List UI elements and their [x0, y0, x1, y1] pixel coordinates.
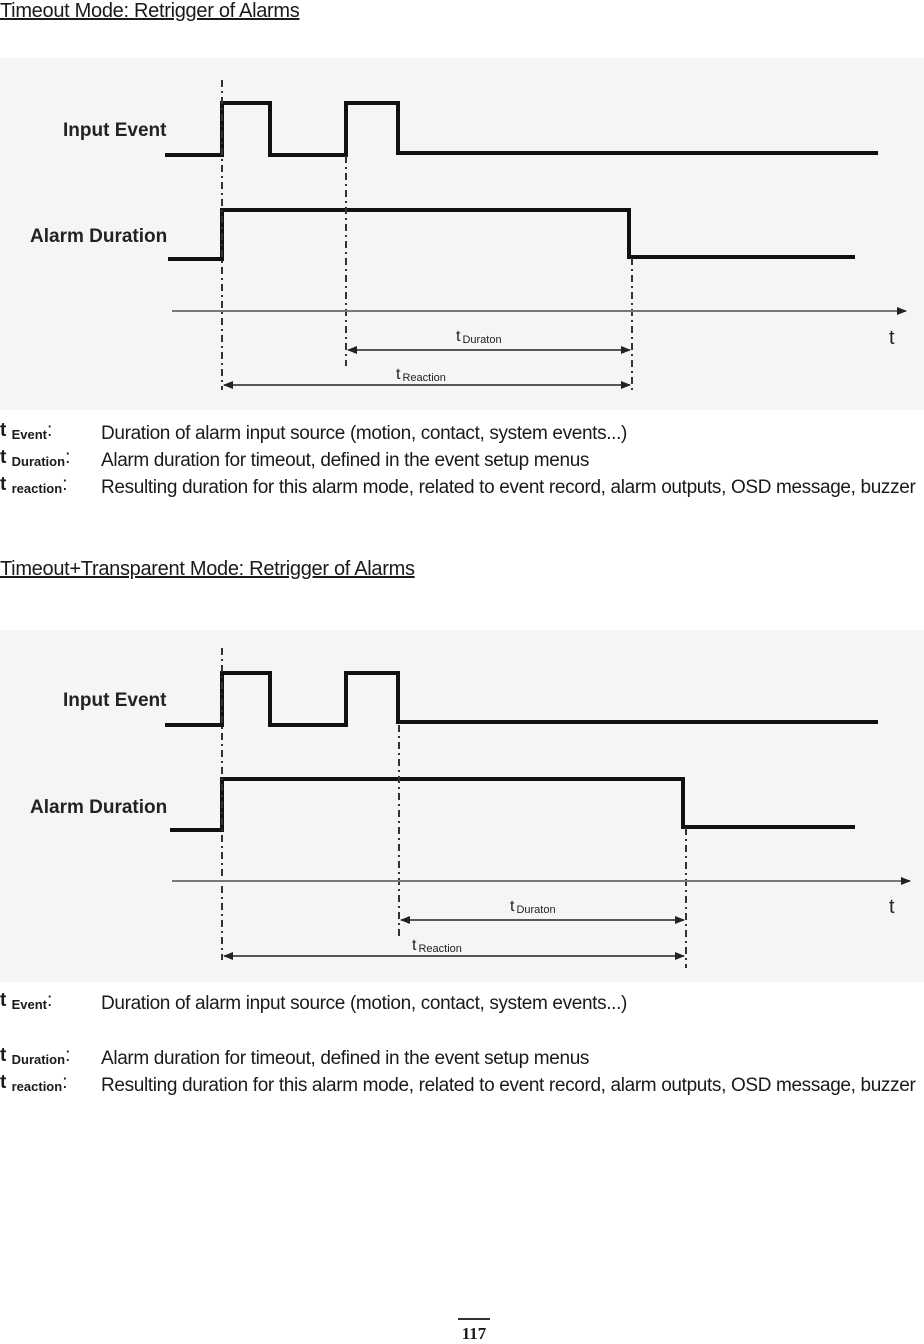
def-desc: Duration of alarm input source (motion, contact, system events...)	[101, 993, 628, 1014]
duration-label: t Duraton	[456, 328, 502, 346]
timing-diagram-2	[0, 630, 924, 982]
definition-event	[0, 420, 924, 448]
def-desc: Alarm duration for timeout, defined in the event setup menus	[101, 1048, 590, 1069]
section-2-heading: Timeout+Transparent Mode: Retrigger of Alarms	[0, 558, 415, 580]
timing-diagram-1	[0, 58, 924, 410]
def-desc: Resulting duration for this alarm mode, related to event record, alarm outputs, OSD message, buzzer	[101, 477, 916, 498]
def-term: t Event:	[0, 990, 53, 1012]
def-term: t Event:	[0, 420, 53, 442]
definition-duration	[0, 1045, 924, 1073]
time-axis-label: t	[889, 896, 895, 918]
definition-duration	[0, 447, 924, 475]
definition-event	[0, 990, 924, 1018]
def-term: t reaction:	[0, 474, 68, 496]
input-event-label: Input Event	[63, 690, 167, 711]
page-number: 117	[458, 1318, 490, 1344]
def-term: t Duration:	[0, 1045, 71, 1067]
def-term: t Duration:	[0, 447, 71, 469]
time-axis-label: t	[889, 327, 895, 349]
def-desc: Resulting duration for this alarm mode, related to event record, alarm outputs, OSD message, buzzer	[101, 1075, 916, 1096]
alarm-duration-waveform	[170, 779, 855, 830]
reaction-label: t Reaction	[396, 366, 446, 384]
section-1-heading: Timeout Mode: Retrigger of Alarms	[0, 0, 300, 22]
alarm-duration-label: Alarm Duration	[30, 226, 168, 247]
input-event-waveform	[165, 673, 878, 725]
definition-reaction	[0, 474, 924, 502]
definition-reaction	[0, 1072, 924, 1100]
reaction-label: t Reaction	[412, 937, 462, 955]
duration-label: t Duraton	[510, 898, 556, 916]
def-desc: Alarm duration for timeout, defined in the event setup menus	[101, 450, 590, 471]
def-term: t reaction:	[0, 1072, 68, 1094]
alarm-duration-waveform	[168, 210, 855, 259]
def-desc: Duration of alarm input source (motion, contact, system events...)	[101, 423, 628, 444]
input-event-label: Input Event	[63, 120, 167, 141]
alarm-duration-label: Alarm Duration	[30, 797, 168, 818]
input-event-waveform	[165, 103, 878, 155]
